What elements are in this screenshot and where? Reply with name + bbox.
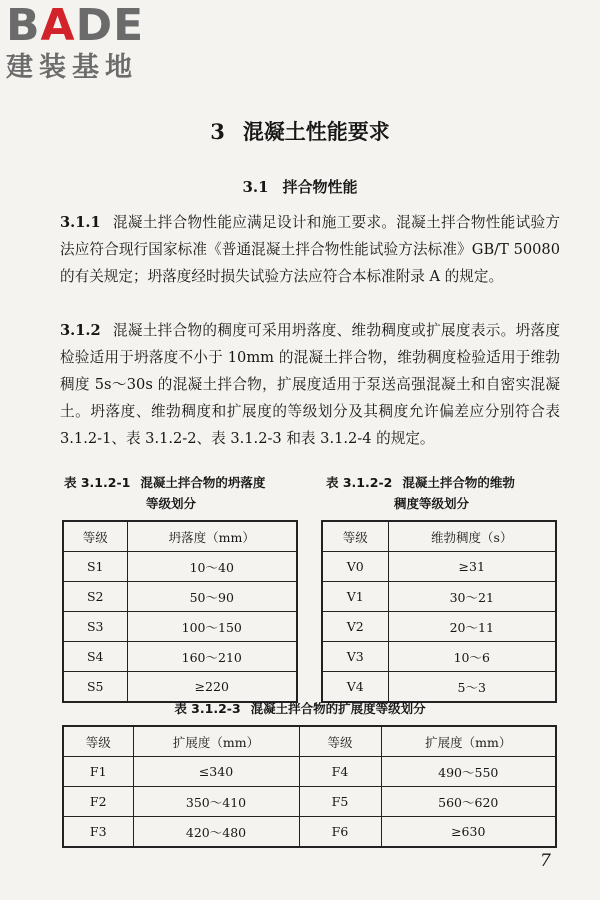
table-row xyxy=(63,757,556,787)
grade-cell: V3 xyxy=(322,642,388,672)
value-cell: 350～410 xyxy=(133,787,299,817)
table1-title-line2: 等级划分 xyxy=(146,496,197,511)
logo-letter-b: B xyxy=(6,0,41,51)
table2-title-line2: 稠度等级划分 xyxy=(394,496,470,511)
table-row xyxy=(322,582,556,612)
chapter-heading xyxy=(0,116,600,146)
table3-number: 表 3.1.2-3 xyxy=(174,701,241,716)
table-row xyxy=(322,612,556,642)
clause-number: 3.1.2 xyxy=(60,322,101,339)
vebe-grade-table xyxy=(321,520,557,703)
logo-subtitle: 建装基地 xyxy=(6,52,138,83)
value-cell: ≤340 xyxy=(133,757,299,787)
header-cell: 等级 xyxy=(299,726,381,757)
grade-cell: F5 xyxy=(299,787,381,817)
table1-title-line1: 混凝土拌合物的坍落度 xyxy=(140,475,266,490)
bade-logo xyxy=(6,2,181,84)
section-number: 3.1 xyxy=(242,178,269,196)
table-row xyxy=(63,552,297,582)
logo-wordmark xyxy=(6,2,181,50)
table-row xyxy=(63,612,297,642)
table-row xyxy=(63,817,556,848)
value-cell: 50～90 xyxy=(127,582,297,612)
value-cell: 490～550 xyxy=(381,757,556,787)
grade-cell: F3 xyxy=(63,817,133,848)
table1-number: 表 3.1.2-1 xyxy=(64,475,131,490)
grade-cell: F2 xyxy=(63,787,133,817)
clause-number: 3.1.1 xyxy=(60,214,101,231)
value-cell: 10～6 xyxy=(388,642,556,672)
header-cell: 等级 xyxy=(63,726,133,757)
grade-cell: S1 xyxy=(63,552,127,582)
value-cell: 5～3 xyxy=(388,672,556,703)
section-title: 拌合物性能 xyxy=(282,178,358,196)
grade-cell: S5 xyxy=(63,672,127,703)
grade-cell: F4 xyxy=(299,757,381,787)
grade-cell: S4 xyxy=(63,642,127,672)
table-row xyxy=(63,582,297,612)
table-row xyxy=(63,787,556,817)
grade-cell: F1 xyxy=(63,757,133,787)
value-cell: 160～210 xyxy=(127,642,297,672)
grade-cell: V0 xyxy=(322,552,388,582)
slump-grade-table xyxy=(62,520,298,703)
value-cell: 420～480 xyxy=(133,817,299,848)
page-number: 7 xyxy=(540,851,551,871)
table2-number: 表 3.1.2-2 xyxy=(326,475,393,490)
value-cell: ≥630 xyxy=(381,817,556,848)
value-cell: 560～620 xyxy=(381,787,556,817)
clause-3-1-2 xyxy=(60,317,560,452)
header-cell: 扩展度（mm） xyxy=(381,726,556,757)
grade-cell: V4 xyxy=(322,672,388,703)
chapter-number: 3 xyxy=(210,119,225,144)
value-cell: ≥31 xyxy=(388,552,556,582)
table-row xyxy=(322,552,556,582)
table-header-row xyxy=(63,521,297,552)
table-header-row xyxy=(63,726,556,757)
grade-cell: S3 xyxy=(63,612,127,642)
value-cell: 30～21 xyxy=(388,582,556,612)
table-row xyxy=(63,642,297,672)
table1-caption xyxy=(64,472,314,514)
grade-cell: S2 xyxy=(63,582,127,612)
clause-text: 混凝土拌合物性能应满足设计和施工要求。混凝土拌合物性能试验方法应符合现行国家标准《普通混凝土拌合物性能试验方法标准》GB/T 50080的有关规定；坍落度经时损失试验方法应符合本标准附录 A 的规定。 xyxy=(60,214,560,285)
header-cell: 维勃稠度（s） xyxy=(388,521,556,552)
logo-letter-a: A xyxy=(40,0,76,51)
table-header-row xyxy=(322,521,556,552)
table3-caption xyxy=(0,698,600,719)
chapter-title: 混凝土性能要求 xyxy=(242,119,390,144)
logo-letters-de: DE xyxy=(75,0,145,51)
table3-title: 混凝土拌合物的扩展度等级划分 xyxy=(250,701,426,716)
flow-spread-grade-table xyxy=(62,725,557,848)
header-cell: 等级 xyxy=(63,521,127,552)
header-cell: 扩展度（mm） xyxy=(133,726,299,757)
clause-text: 混凝土拌合物的稠度可采用坍落度、维勃稠度或扩展度表示。坍落度检验适用于坍落度不小于 10mm 的混凝土拌合物，维勃稠度检验适用于维勃稠度 5s～30s 的混凝土拌合物，扩展度适用于泵送高强混凝土和自密实混凝土。坍落度、维勃稠度和扩展度的等级划分及其稠度允许偏差应分别符合表 3.1.2-1、表 3.1.2-2、表 3.1.2-3 和表 3.1.2-4 的规定。 xyxy=(60,322,560,447)
table-row xyxy=(322,642,556,672)
grade-cell: V2 xyxy=(322,612,388,642)
clause-3-1-1 xyxy=(60,209,560,290)
section-heading xyxy=(0,176,600,197)
value-cell: 10～40 xyxy=(127,552,297,582)
value-cell: 100～150 xyxy=(127,612,297,642)
value-cell: 20～11 xyxy=(388,612,556,642)
table2-title-line1: 混凝土拌合物的维勃 xyxy=(402,475,515,490)
grade-cell: V1 xyxy=(322,582,388,612)
value-cell: ≥220 xyxy=(127,672,297,703)
table2-caption xyxy=(326,472,586,514)
header-cell: 坍落度（mm） xyxy=(127,521,297,552)
grade-cell: F6 xyxy=(299,817,381,848)
header-cell: 等级 xyxy=(322,521,388,552)
